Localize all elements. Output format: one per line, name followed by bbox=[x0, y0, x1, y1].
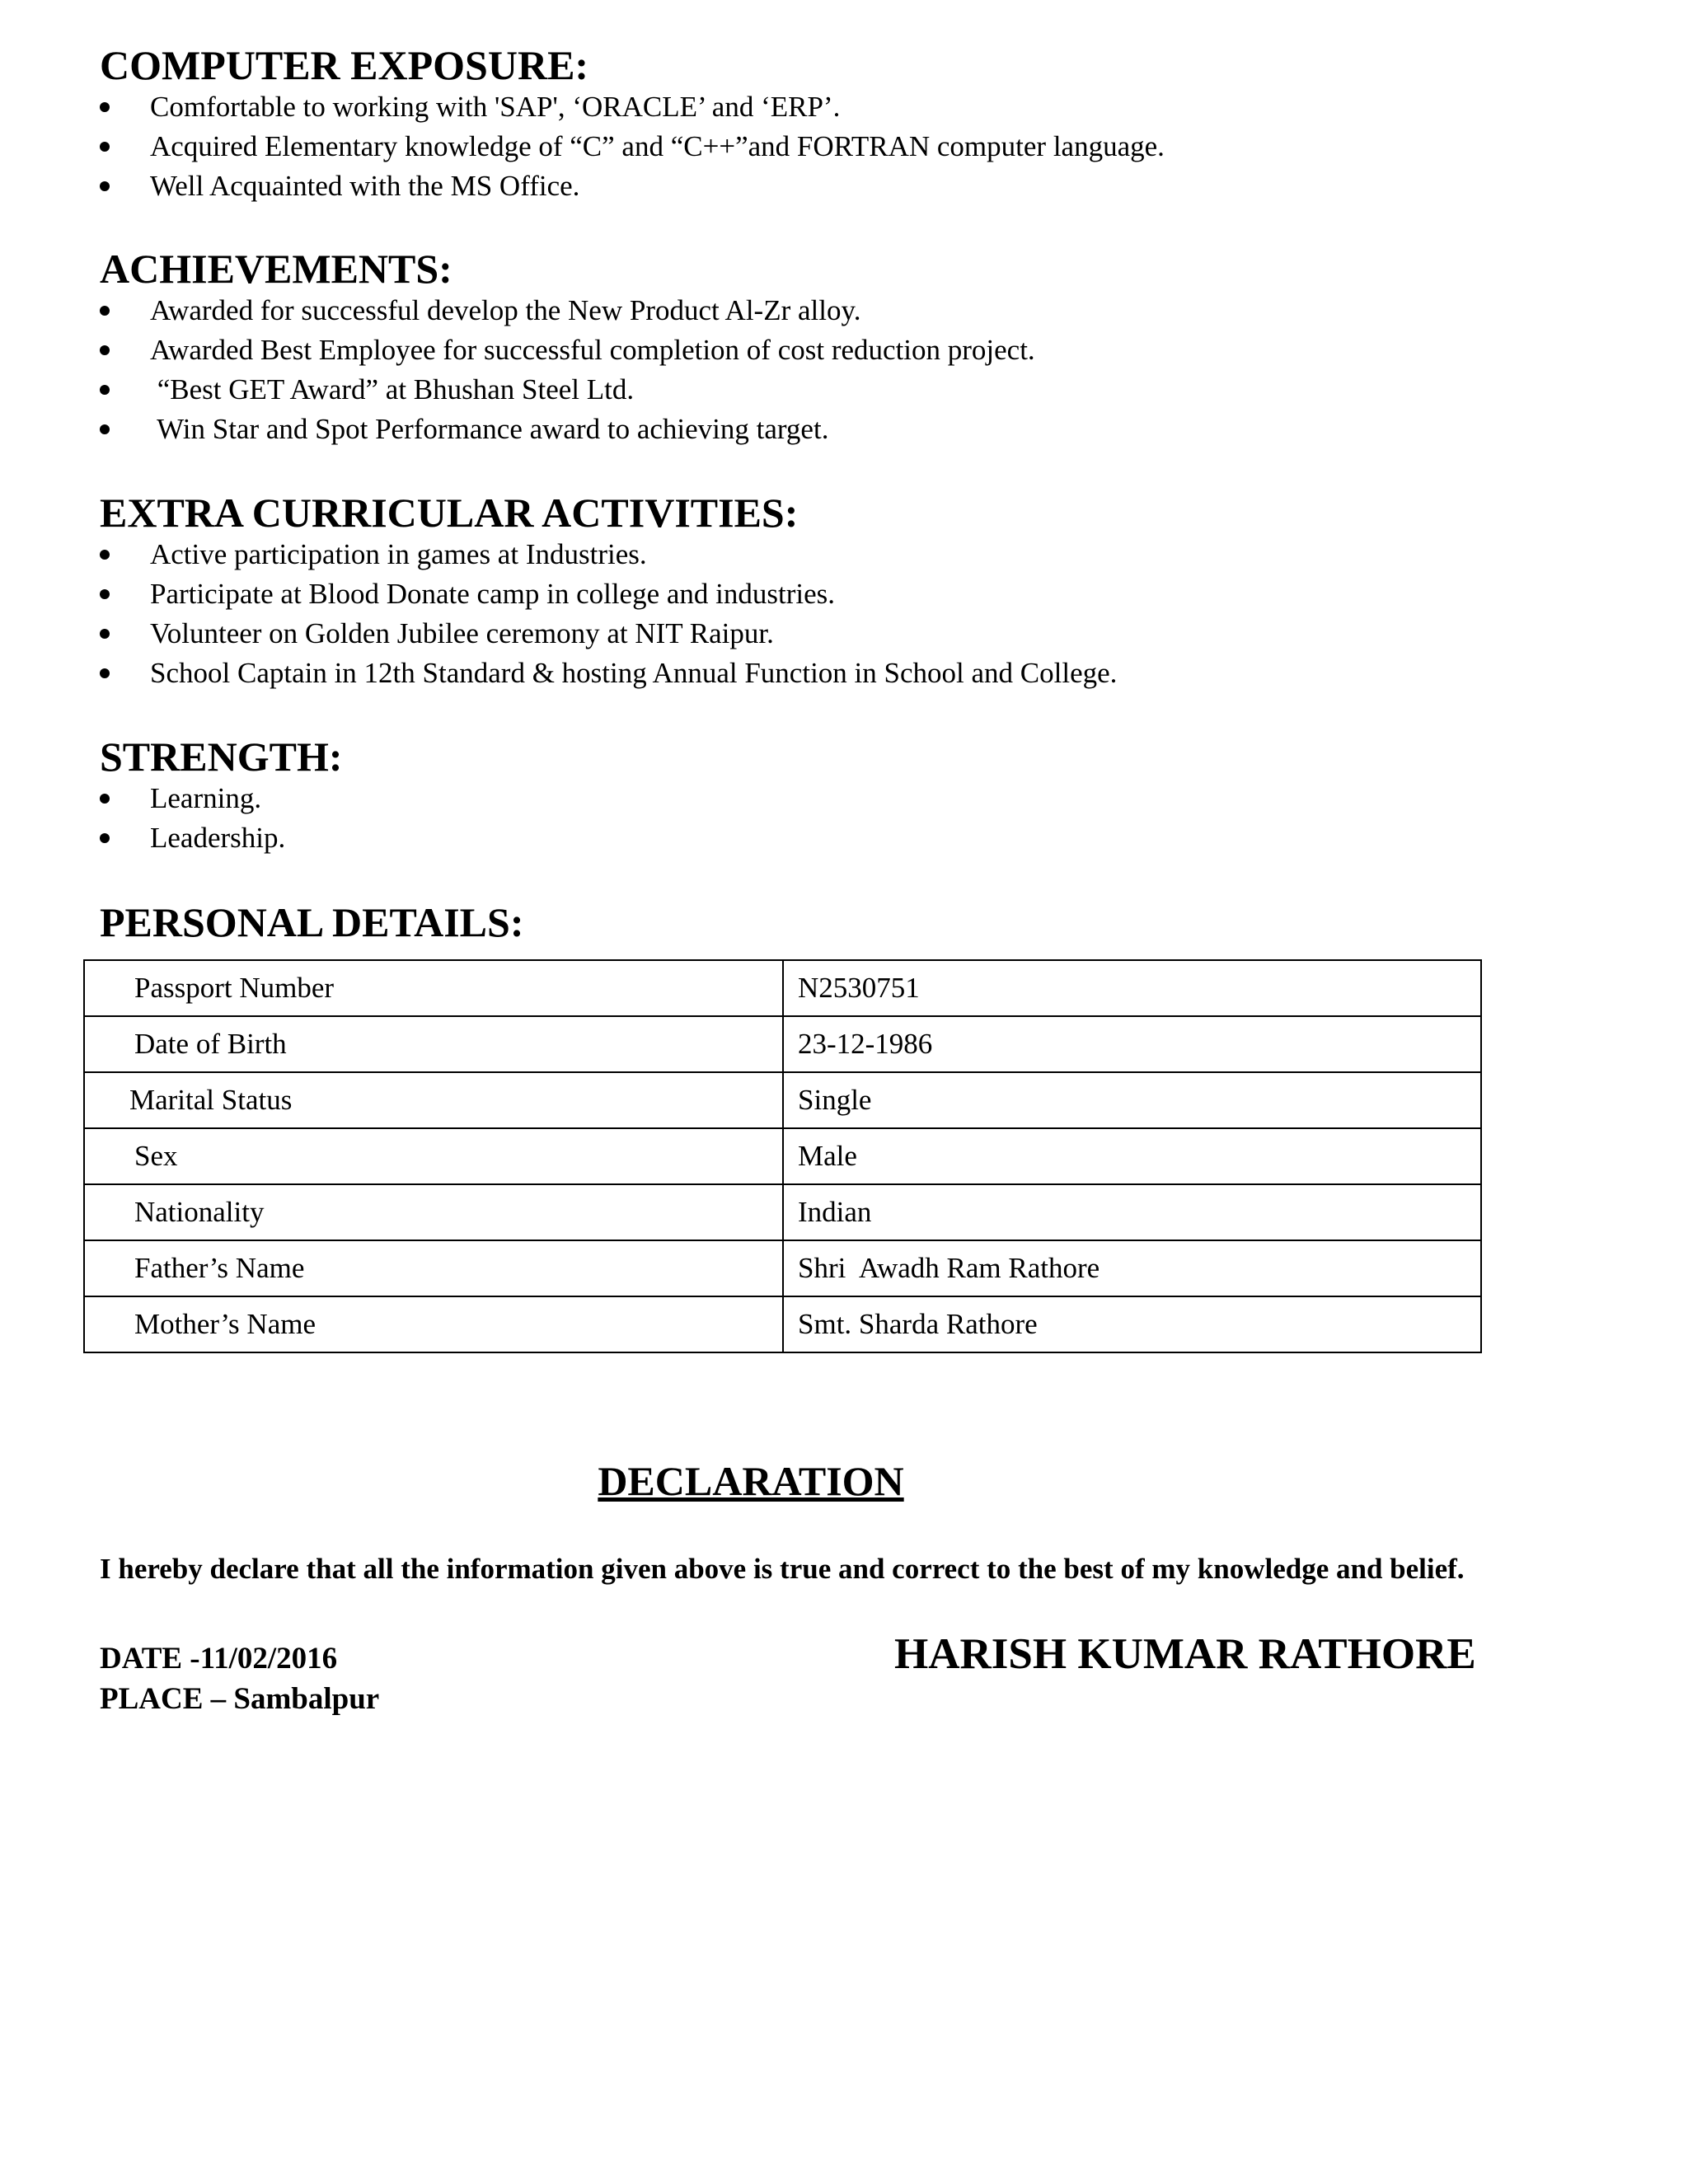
computer-exposure-heading: COMPUTER EXPOSURE: bbox=[100, 42, 589, 88]
list-item bbox=[100, 166, 1165, 206]
personal-details-table bbox=[83, 959, 1482, 1353]
bullet-icon bbox=[100, 181, 110, 191]
list-item bbox=[100, 535, 1117, 574]
bullet-icon bbox=[100, 589, 110, 599]
detail-label: Date of Birth bbox=[84, 1016, 783, 1072]
declaration-text: I hereby declare that all the information given above is true and correct to the best of my knowledge and belief. bbox=[100, 1553, 1465, 1585]
bullet-icon bbox=[100, 668, 110, 678]
bullet-icon bbox=[100, 306, 110, 316]
bullet-icon bbox=[100, 345, 110, 355]
bullet-icon bbox=[100, 833, 110, 843]
list-item-text: Active participation in games at Industries. bbox=[150, 538, 647, 570]
list-item bbox=[100, 330, 1035, 370]
list-item bbox=[100, 370, 1035, 410]
bullet-icon bbox=[100, 550, 110, 560]
personal-details-heading: PERSONAL DETAILS: bbox=[100, 899, 524, 945]
table-row bbox=[84, 1296, 1481, 1352]
table-row bbox=[84, 1184, 1481, 1240]
list-item bbox=[100, 87, 1165, 127]
achievements-heading: ACHIEVEMENTS: bbox=[100, 246, 452, 292]
list-item bbox=[100, 614, 1117, 654]
bullet-icon bbox=[100, 629, 110, 639]
bullet-icon bbox=[100, 385, 110, 395]
declaration-heading: DECLARATION bbox=[598, 1458, 904, 1504]
table-row bbox=[84, 1016, 1481, 1072]
list-item-text: Volunteer on Golden Jubilee ceremony at NIT Raipur. bbox=[150, 617, 774, 649]
list-item-text: “Best GET Award” at Bhushan Steel Ltd. bbox=[150, 373, 635, 405]
list-item-text: Awarded Best Employee for successful completion of cost reduction project. bbox=[150, 334, 1035, 366]
list-item-text: Win Star and Spot Performance award to achieving target. bbox=[150, 413, 829, 445]
detail-label: Nationality bbox=[84, 1184, 783, 1240]
list-item bbox=[100, 574, 1117, 614]
list-item-text: Leadership. bbox=[150, 822, 286, 854]
detail-value: Single bbox=[783, 1072, 1481, 1128]
computer-exposure-list bbox=[100, 87, 1165, 206]
table-row bbox=[84, 1072, 1481, 1128]
detail-value: Male bbox=[783, 1128, 1481, 1184]
achievements-list bbox=[100, 291, 1035, 449]
list-item bbox=[100, 818, 285, 858]
list-item-text: Well Acquainted with the MS Office. bbox=[150, 170, 580, 202]
extra-curricular-heading: EXTRA CURRICULAR ACTIVITIES: bbox=[100, 490, 799, 536]
list-item bbox=[100, 654, 1117, 693]
bullet-icon bbox=[100, 142, 110, 152]
list-item bbox=[100, 410, 1035, 449]
bullet-icon bbox=[100, 102, 110, 112]
table-row bbox=[84, 1128, 1481, 1184]
declaration-date: DATE -11/02/2016 bbox=[100, 1642, 338, 1675]
bullet-icon bbox=[100, 424, 110, 434]
table-row bbox=[84, 1240, 1481, 1296]
list-item-text: Awarded for successful develop the New Product Al-Zr alloy. bbox=[150, 294, 861, 326]
strength-list bbox=[100, 779, 285, 858]
detail-label: Marital Status bbox=[84, 1072, 783, 1128]
bullet-icon bbox=[100, 794, 110, 804]
detail-value: Indian bbox=[783, 1184, 1481, 1240]
list-item bbox=[100, 291, 1035, 330]
list-item bbox=[100, 127, 1165, 166]
list-item bbox=[100, 779, 285, 818]
signature-name: HARISH KUMAR RATHORE bbox=[894, 1630, 1476, 1678]
detail-value: Shri Awadh Ram Rathore bbox=[783, 1240, 1481, 1296]
detail-value: Smt. Sharda Rathore bbox=[783, 1296, 1481, 1352]
list-item-text: Comfortable to working with 'SAP', ‘ORACLE’ and ‘ERP’. bbox=[150, 91, 841, 123]
table-row bbox=[84, 960, 1481, 1016]
list-item-text: Acquired Elementary knowledge of “C” and “C++”and FORTRAN computer language. bbox=[150, 130, 1165, 162]
extra-curricular-list bbox=[100, 535, 1117, 693]
detail-value: 23-12-1986 bbox=[783, 1016, 1481, 1072]
detail-label: Sex bbox=[84, 1128, 783, 1184]
list-item-text: School Captain in 12th Standard & hosting Annual Function in School and College. bbox=[150, 657, 1118, 689]
strength-heading: STRENGTH: bbox=[100, 733, 343, 780]
detail-label: Mother’s Name bbox=[84, 1296, 783, 1352]
declaration-place: PLACE – Sambalpur bbox=[100, 1682, 380, 1716]
list-item-text: Participate at Blood Donate camp in college and industries. bbox=[150, 578, 836, 610]
detail-label: Passport Number bbox=[84, 960, 783, 1016]
detail-label: Father’s Name bbox=[84, 1240, 783, 1296]
detail-value: N2530751 bbox=[783, 960, 1481, 1016]
list-item-text: Learning. bbox=[150, 782, 262, 814]
